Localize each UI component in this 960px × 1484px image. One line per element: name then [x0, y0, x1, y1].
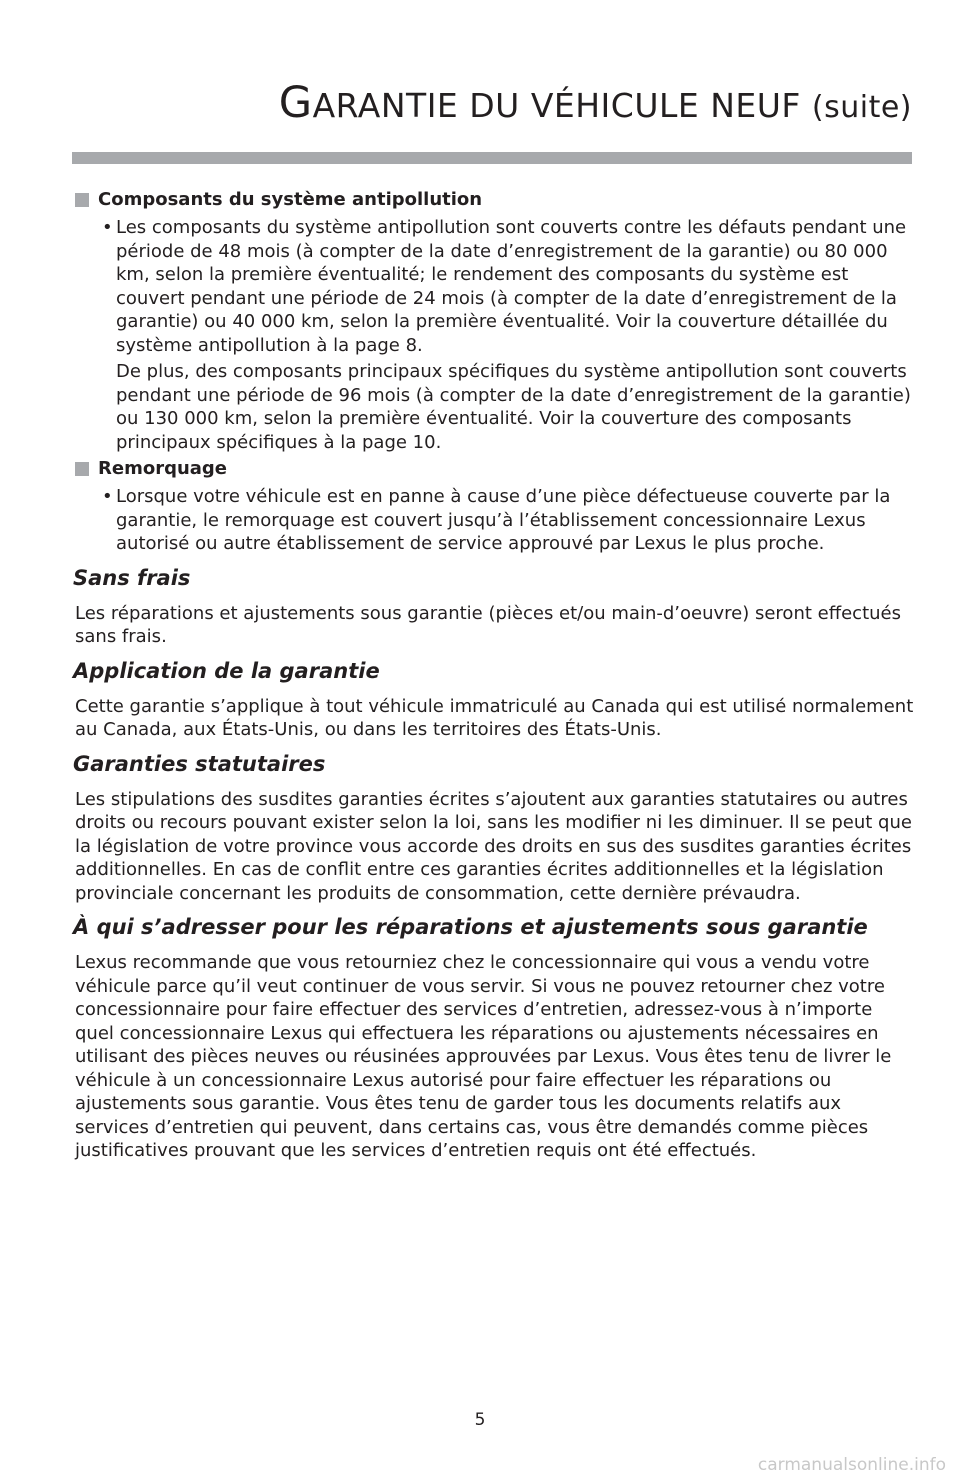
emissions-bullet-text: Les composants du système antipollution sont couverts contre les défauts pendant une période de 48 mois (à compter de la date d’enregistrement de la garantie) ou 80 000 km, selon la première éventualité; le rendement des composants du système est couvert pendant une période de 24 mois (à compter de la date d’enregistrement de la garantie) ou 40 000 km, selon la première éventualité. Voir la couverture détaillée du système antipollution à la page 8.: [116, 217, 907, 356]
statutory-title: Garanties statutaires: [73, 751, 326, 776]
towing-heading-text: Remorquage: [98, 458, 228, 479]
towing-heading: [75, 457, 915, 481]
contact-title: À qui s’adresser pour les réparations et ajustements sous garantie: [73, 915, 868, 939]
bullet-dot-icon: •: [102, 486, 113, 507]
no-charge-body: Les réparations et ajustements sous garantie (pièces et/ou main-d’oeuvre) seront effectués sans frais.: [75, 602, 901, 647]
header-title-suffix: (suite): [811, 90, 912, 125]
towing-bullet: [75, 485, 915, 556]
square-bullet-icon: [75, 462, 89, 476]
emissions-continuation: De plus, des composants principaux spécifiques du système antipollution sont couverts pendant une période de 96 mois (à compter de la date d’enregistrement de la garantie) ou 130 000 km, selon la première éventualité. Voir la couverture des composants principaux spécifiques à la page 10.: [116, 361, 911, 453]
towing-bullet-text: Lorsque votre véhicule est en panne à cause d’une pièce défectueuse couverte par la garantie, le remorquage est couvert jusqu’à l’établissement concessionnaire Lexus autorisé ou autre établissement de service approuvé par Lexus le plus proche.: [116, 486, 891, 554]
header-title-initial: G: [278, 78, 313, 128]
emissions-heading: [75, 188, 915, 212]
bullet-dot-icon: •: [102, 217, 113, 238]
header-divider: [72, 152, 912, 164]
page-number: 5: [474, 1410, 486, 1430]
square-bullet-icon: [75, 193, 89, 207]
page-content: [75, 188, 915, 1167]
statutory-body: Les stipulations des susdites garanties écrites s’ajoutent aux garanties statutaires ou autres droits ou recours pouvant exister selon la loi, sans les modifier ni les diminuer. Il se peut que la législation de votre province vous accorde des droits en sus des susdites garanties écrites additionnelles. En cas de conflit entre ces garanties écrites additionnelles et la législation provinciale concernant les produits de consommation, cette dernière prévaudra.: [75, 788, 912, 904]
no-charge-title: Sans frais: [73, 565, 191, 590]
header-title-rest: ARANTIE DU VÉHICULE NEUF: [312, 86, 801, 125]
page-header: [279, 78, 912, 128]
watermark: carmanualsonline.info: [757, 1455, 946, 1475]
emissions-bullet: [75, 216, 915, 357]
emissions-heading-text: Composants du système antipollution: [98, 189, 483, 210]
application-title: Application de la garantie: [73, 658, 380, 683]
contact-body: Lexus recommande que vous retourniez chez le concessionnaire qui vous a vendu votre véhicule parce qu’il veut continuer de vous servir. Si vous ne pouvez retourner chez votre concessionnaire pour faire effectuer des services d’entretien, adressez-vous à n’importe quel concessionnaire Lexus qui effectuera les réparations ou ajustements nécessaires en utilisant des pièces neuves ou réusinées approuvées par Lexus. Vous êtes tenu de livrer le véhicule à un concessionnaire Lexus autorisé pour faire effectuer les réparations ou ajustements sous garantie. Vous êtes tenu de garder tous les documents relatifs aux services d’entretien qui peuvent, dans certains cas, vous être demandés comme pièces justificatives prouvant que les services d’entretien requis ont été effectués.: [75, 952, 892, 1161]
application-body: Cette garantie s’applique à tout véhicule immatriculé au Canada qui est utilisé normalement au Canada, aux États-Unis, ou dans les territoires des États-Unis.: [75, 695, 914, 740]
